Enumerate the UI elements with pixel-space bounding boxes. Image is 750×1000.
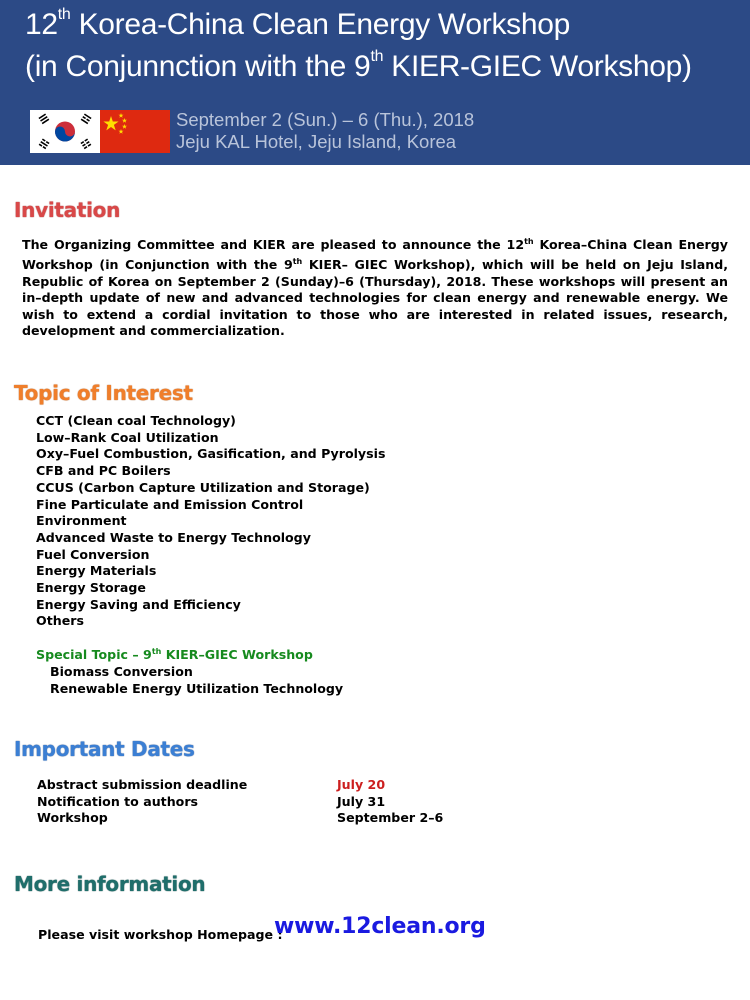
invitation-text-part1: The Organizing Committee and KIER are pleased to announce the 12 — [22, 237, 525, 253]
date-row-workshop — [37, 810, 457, 827]
topic-item: Fuel Conversion — [36, 546, 150, 562]
topic-item: Energy Saving and Efficiency — [36, 596, 241, 612]
special-topic-post: KIER–GIEC Workshop — [161, 647, 313, 663]
date-value-deadline: July 20 — [337, 777, 386, 792]
topic-item: Oxy–Fuel Combustion, Gasification, and Pyrolysis — [36, 446, 386, 462]
important-dates-table — [37, 777, 457, 827]
title-number: 12 — [25, 8, 58, 41]
invitation-text-part3: KIER– GIEC Workshop), which will be held on Jeju Island, Republic of Korea on September 2 (Sunday)–6 (Thursday), 2018. These workshops will present an in–depth update of new and advanced technologies for clean energy and renewable energy. We wish to extend a cordial invitation to those who are interested in related issues, research, development and commercialization. — [22, 256, 728, 339]
topic-list — [36, 413, 385, 630]
topic-item: Environment — [36, 513, 127, 529]
special-topic-list — [50, 664, 343, 697]
south-korea-flag-icon — [30, 110, 100, 153]
topics-heading: Topic of Interest — [14, 381, 193, 405]
topic-item: CFB and PC Boilers — [36, 463, 171, 479]
subtitle-ordinal: th — [370, 48, 384, 65]
date-label: Notification to authors — [37, 793, 199, 809]
invitation-ordinal2: th — [292, 256, 303, 266]
topic-item: Energy Storage — [36, 580, 146, 596]
topic-item: CCT (Clean coal Technology) — [36, 413, 236, 428]
topic-item: Advanced Waste to Energy Technology — [36, 529, 311, 545]
important-dates-heading: Important Dates — [14, 737, 195, 761]
topic-item: Others — [36, 613, 84, 629]
subtitle-pre: (in Conjunnction with the 9 — [25, 50, 371, 83]
date-row-notification — [37, 794, 457, 811]
topic-item: CCUS (Carbon Capture Utilization and Storage) — [36, 479, 370, 495]
special-topic-pre: Special Topic – 9 — [36, 647, 152, 663]
topic-item: Fine Particulate and Emission Control — [36, 496, 304, 512]
invitation-heading: Invitation — [14, 198, 121, 222]
more-information-heading: More information — [14, 872, 206, 896]
event-venue: Jeju KAL Hotel, Jeju Island, Korea — [176, 131, 457, 152]
date-label: Workshop — [37, 810, 108, 826]
date-value: July 31 — [337, 793, 386, 809]
homepage-prompt: Please visit workshop Homepage : — [38, 927, 283, 942]
special-topic-item: Renewable Energy Utilization Technology — [50, 680, 344, 696]
invitation-ordinal1: th — [524, 237, 534, 246]
event-title-line2 — [25, 50, 692, 84]
title-text: Korea-China Clean Energy Workshop — [70, 8, 571, 41]
invitation-text-part2: Korea–China Clean Energy Workshop (in Conjunction with the 9 — [22, 237, 728, 272]
special-topic-item: Biomass Conversion — [50, 664, 193, 679]
date-label: Abstract submission deadline — [37, 777, 248, 792]
china-flag-icon — [100, 110, 170, 153]
special-topic-ordinal: th — [151, 647, 162, 656]
header-banner — [0, 0, 750, 165]
special-topic-heading — [36, 647, 313, 662]
date-value: September 2–6 — [337, 810, 444, 826]
title-ordinal: th — [57, 6, 71, 23]
topic-item: Low–Rank Coal Utilization — [36, 429, 219, 445]
invitation-paragraph — [22, 234, 728, 340]
homepage-link[interactable]: www.12clean.org — [274, 914, 486, 939]
event-date: September 2 (Sun.) – 6 (Thu.), 2018 — [176, 109, 475, 130]
subtitle-post: KIER-GIEC Workshop) — [383, 50, 692, 83]
topic-item: Energy Materials — [36, 563, 157, 579]
date-row-abstract — [37, 777, 457, 794]
event-title-line1 — [25, 8, 570, 42]
